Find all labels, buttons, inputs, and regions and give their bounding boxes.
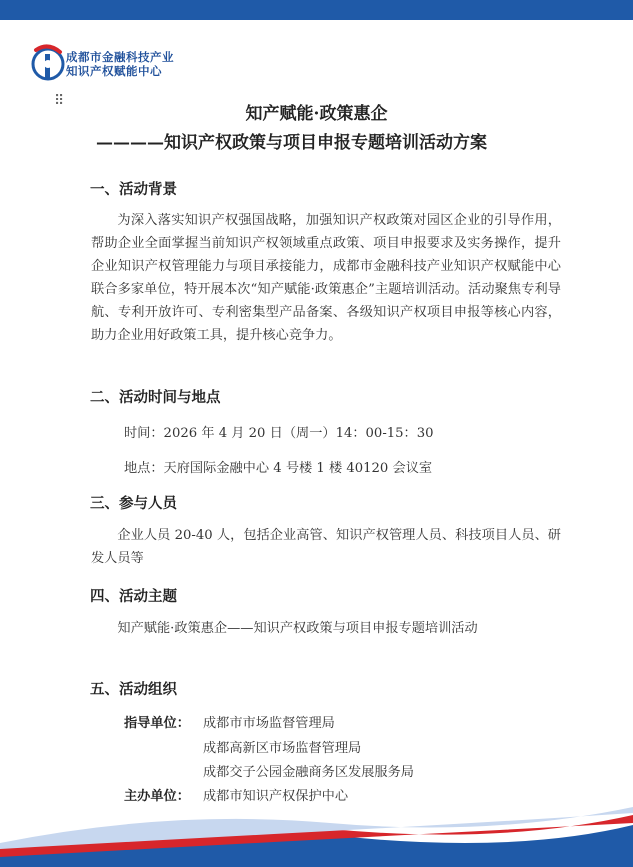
section-body-participants: 企业人员 20-40 人，包括企业高管、知识产权管理人员、科技项目人员、研发人员等: [91, 528, 561, 566]
drag-handle-icon[interactable]: ⠿: [54, 93, 64, 109]
logo-line-2: 知识产权赋能中心: [66, 64, 162, 78]
footer-wave-decoration: [0, 795, 633, 867]
event-time: 时间：2026 年 4 月 20 日（周一）14：00-15：30: [124, 426, 434, 441]
section-heading-participants: 三、参与人员: [90, 496, 177, 512]
logo-text: [66, 50, 174, 78]
section-heading-background: 一、活动背景: [90, 182, 177, 198]
document-subtitle: ————知识产权政策与项目申报专题培训活动方案: [96, 133, 487, 153]
host-unit-label: 主办单位：: [124, 789, 190, 804]
top-color-band: [0, 0, 633, 20]
guide-unit-label: 指导单位：: [124, 716, 190, 731]
section-body-background: 为深入落实知识产权强国战略，加强知识产权政策对园区企业的引导作用，帮助企业全面掌握当前知识产权领域重点政策、项目申报要求及实务操作，提升企业知识产权管理能力与项目承接能力，成都市金融科技产业知识产权赋能中心联合多家单位，特开展本次“知产赋能·政策惠企”主题培训活动。活动聚焦专利导航、专利开放许可、专利密集型产品备案、各级知识产权项目申报等核心内容，助力企业用好政策工具，提升核心竞争力。: [91, 213, 561, 343]
section-heading-organization: 五、活动组织: [90, 682, 177, 698]
guide-unit-3: 成都交子公园金融商务区发展服务局: [203, 765, 414, 780]
logo-line-1: 成都市金融科技产业: [66, 50, 174, 64]
guide-unit-1: 成都市市场监督管理局: [203, 716, 335, 731]
event-place: 地点：天府国际金融中心 4 号楼 1 楼 40120 会议室: [124, 461, 433, 476]
section-heading-theme: 四、活动主题: [90, 589, 177, 605]
document-title: 知产赋能·政策惠企: [245, 104, 388, 124]
section-body-theme: 知产赋能·政策惠企——知识产权政策与项目申报专题培训活动: [117, 621, 478, 636]
section-heading-time-place: 二、活动时间与地点: [90, 390, 221, 406]
host-unit: 成都市知识产权保护中心: [203, 789, 349, 804]
guide-unit-2: 成都高新区市场监督管理局: [203, 741, 362, 756]
